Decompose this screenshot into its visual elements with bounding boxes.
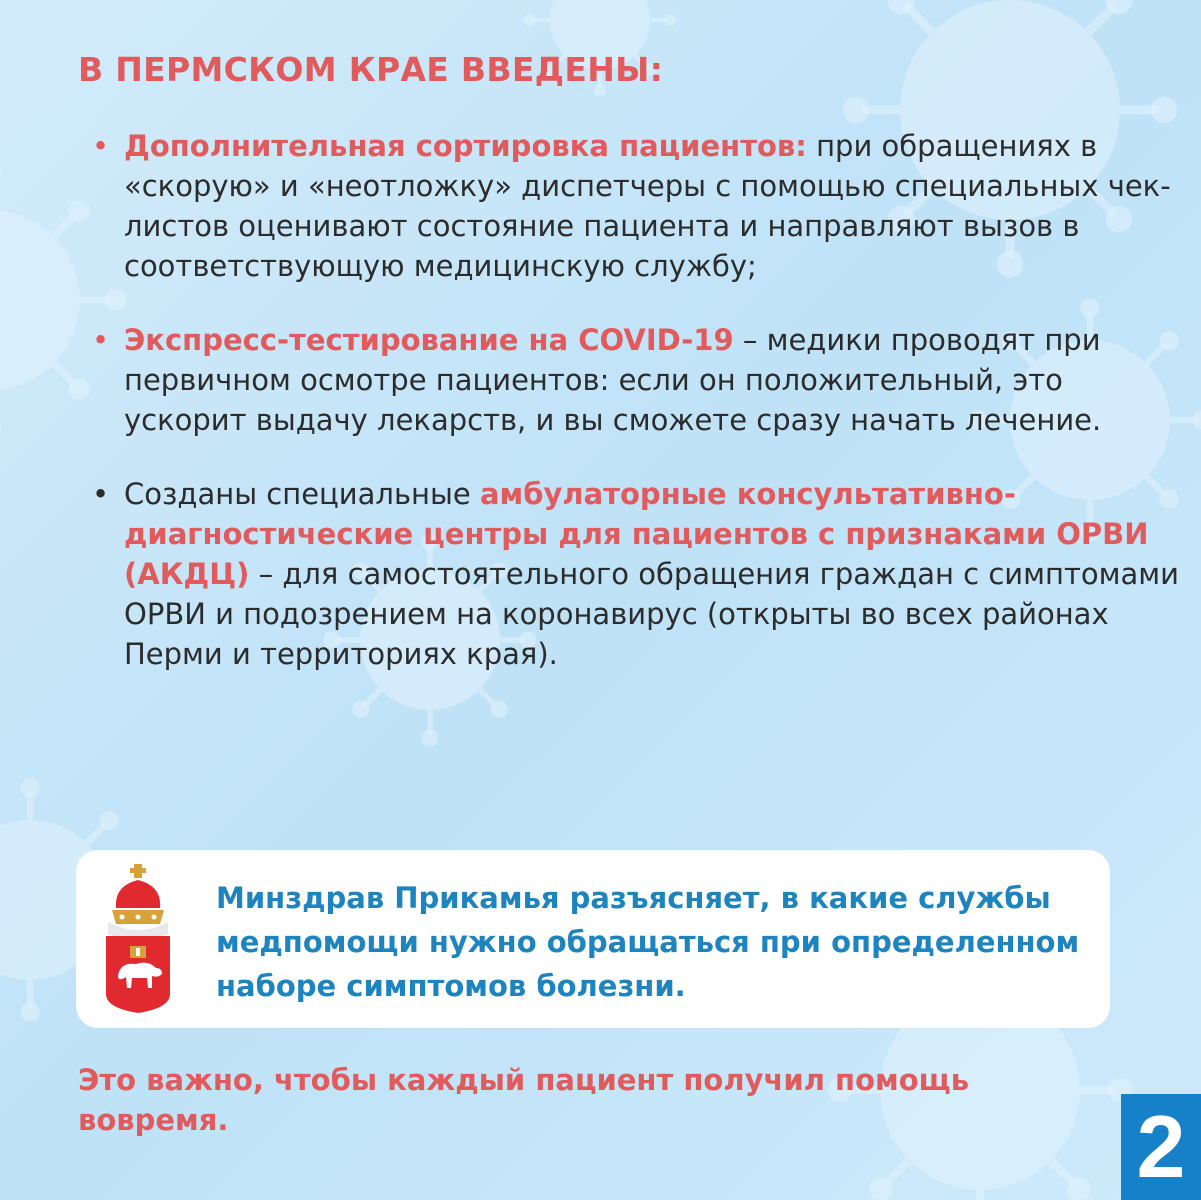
- bullet-text: – для самостоятельного обращения граждан с симптомами ОРВИ и подозрением на коронавирус (открыты во всех районах Перми и территориях края).: [124, 557, 1179, 671]
- bullet-marker: •: [92, 477, 110, 511]
- bullet-highlight: амбулаторные консультативно-диагностические центры для пациентов с признаками ОРВИ (АКДЦ): [124, 477, 1149, 591]
- bullet-highlight: Дополнительная сортировка пациентов:: [124, 129, 807, 163]
- bullet-text: при обращениях в «скорую» и «неотложку» диспетчеры с помощью специальных чек-листов оценивают состояние пациента и направляют вызов в соответствующую медицинскую службу;: [124, 129, 1171, 283]
- bullet-prefix: Созданы специальные: [124, 477, 480, 511]
- bullet-text: – медики проводят при первичном осмотре пациентов: если он положительный, это ускорит выдачу лекарств, и вы сможете сразу начать лечение.: [124, 323, 1102, 437]
- bullet-marker: •: [92, 129, 110, 163]
- footer-message: Это важно, чтобы каждый пациент получил помощь вовремя.: [78, 1063, 970, 1137]
- page-heading: В ПЕРМСКОМ КРАЕ ВВЕДЕНЫ:: [78, 50, 664, 89]
- bullet-highlight: Экспресс-тестирование на COVID-19: [124, 323, 734, 357]
- info-card-text: Минздрав Прикамья разъясняет, в какие службы медпомощи нужно обращаться при определенном наборе симптомов болезни.: [216, 881, 1080, 1003]
- perm-krai-coat-of-arms-icon: [102, 864, 174, 1014]
- list-item-express-testing: [90, 320, 1180, 440]
- info-card: [76, 850, 1110, 1028]
- list-item-patient-sorting: [90, 126, 1180, 286]
- measures-list: [90, 126, 1180, 674]
- bullet-marker: •: [92, 323, 110, 357]
- page-number-badge: 2: [1121, 1094, 1201, 1200]
- list-item-akdc-centers: [90, 474, 1180, 674]
